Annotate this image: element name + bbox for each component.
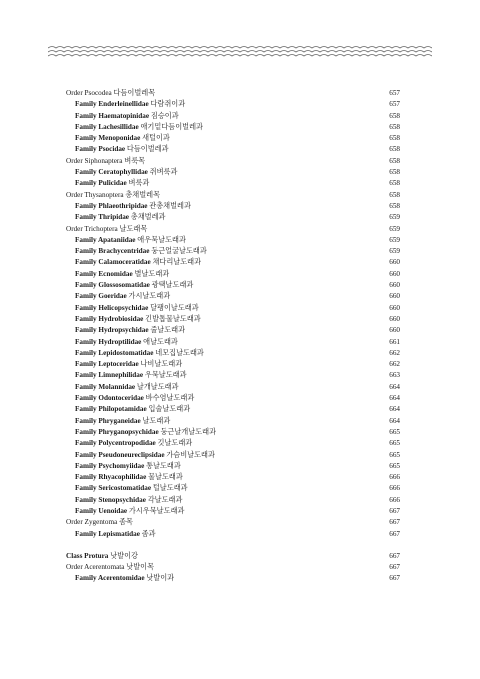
page-number: 664 [389,382,400,391]
page-number: 665 [389,439,400,448]
toc-row-family[interactable] [66,111,400,122]
korean-name: 벼룩목 [124,156,146,165]
wave-border-icon [48,44,432,60]
korean-name: 날개날도래과 [136,382,179,391]
korean-name: 별날도래과 [134,269,170,278]
page-number: 667 [389,551,400,560]
korean-name: 다듬이벌레목 [113,89,156,97]
toc-entry-title [75,427,216,438]
taxon-name: Family Phryganeidae [75,416,141,425]
page-number: 659 [389,247,400,256]
toc-entry-title [75,404,190,415]
page-number: 667 [389,529,400,538]
toc-entry-title [75,382,179,393]
korean-name: 둥근날개날도래과 [160,427,217,436]
toc-entry-title [75,359,182,370]
page-number: 660 [389,314,400,323]
toc-entry-title [66,551,138,562]
taxon-name: Family Helicopsychidae [75,303,149,312]
taxon-name: Order Siphonaptera [66,156,123,165]
toc-row-family[interactable] [66,201,400,212]
korean-name: 우묵날도래과 [144,371,187,380]
korean-name: 물날도래과 [148,473,183,482]
toc-entry-title [75,348,204,359]
toc-entry-title [75,212,166,223]
page-number: 664 [389,405,400,414]
page-number: 659 [389,213,400,222]
page-number: 658 [389,156,400,165]
toc-entry-title [75,529,156,540]
page-number: 658 [389,122,400,131]
toc-entry-title [75,122,203,133]
korean-name: 벼룩과 [128,179,150,188]
toc-row-family[interactable] [66,303,400,314]
taxon-name: Family Goeridae [75,292,127,301]
toc-row-family[interactable] [66,325,400,336]
taxon-name: Family Pulicidae [75,179,127,188]
taxon-name: Family Menoponidae [75,134,141,143]
toc-entry-title [75,291,170,302]
toc-entry-title [75,167,177,178]
toc-row-order[interactable] [66,190,400,201]
toc-row-family[interactable] [66,382,400,393]
page-number: 667 [389,506,400,515]
taxon-name: Family Apataniidae [75,235,136,244]
page-number: 657 [389,100,400,109]
taxon-name: Family Polycentropodidae [75,439,156,448]
toc-row-order[interactable] [66,156,400,167]
page-number: 665 [389,427,400,436]
taxon-name: Order Thysanoptera [66,190,124,199]
taxon-name: Family Thripidae [75,213,129,222]
taxon-name: Family Psocidae [75,145,126,154]
korean-name: 애우묵날도래과 [137,235,186,244]
toc-entry-title [75,314,201,325]
taxon-name: Family Phryganopsychidae [75,427,159,436]
toc-entry-title [75,573,174,584]
page-number: 665 [389,450,400,459]
toc-row-family[interactable] [66,393,400,404]
korean-name: 깃날도래과 [157,439,193,448]
taxon-name: Order Psocodea [66,89,112,97]
page-number: 658 [389,134,400,143]
korean-name: 낫발이과 [146,574,175,583]
taxon-name: Family Limnephilidae [75,371,144,380]
toc-entry-title [75,438,192,449]
toc-row-family[interactable] [66,348,400,359]
toc-row-family[interactable] [66,122,400,133]
toc-row-family[interactable] [66,483,400,494]
taxon-name: Family Hydroptilidae [75,337,142,346]
taxon-name: Family Psychomyiidae [75,461,145,470]
toc-entry-title [75,144,169,155]
toc-row-family[interactable] [66,506,400,517]
taxon-name: Family Lachesillidae [75,122,139,131]
toc-entry-title [75,337,178,348]
toc-entry-title [66,562,154,573]
korean-name: 털날도래과 [152,484,188,493]
toc-row-family[interactable] [66,212,400,223]
taxon-name: Family Molannidae [75,382,136,391]
page-number: 660 [389,258,400,267]
page-number: 666 [389,495,400,504]
toc-row-family[interactable] [66,359,400,370]
page-number: 667 [389,563,400,572]
toc-entry-title [75,416,170,427]
table-of-contents [66,88,400,585]
taxon-name: Family Sericostomatidae [75,484,152,493]
page-number: 660 [389,281,400,290]
toc-row-family[interactable] [66,438,400,449]
korean-name: 채다리날도래과 [152,258,202,267]
toc-entry-title [75,257,201,268]
korean-name: 각날도래과 [147,495,183,504]
wave-line [48,51,432,53]
korean-name: 나비날도래과 [140,360,183,369]
korean-name: 가시우묵날도래과 [128,506,185,515]
taxon-name: Family Ecnomidae [75,269,133,278]
page-number: 663 [389,371,400,380]
korean-name: 달팽이날도래과 [150,303,199,312]
korean-name: 가시날도래과 [128,292,171,301]
korean-name: 광택날도래과 [151,281,194,290]
korean-name: 좀과 [141,529,156,538]
page-number: 662 [389,360,400,369]
taxon-name: Order Trichoptera [66,224,118,233]
korean-name: 낫발이강 [110,551,138,560]
toc-row-order[interactable] [66,562,400,573]
toc-row-family[interactable] [66,280,400,291]
toc-row-family[interactable] [66,337,400,348]
taxon-name: Family Stenopsychidae [75,495,146,504]
korean-name: 쥐벼룩과 [149,168,178,177]
toc-entry-title [75,495,182,506]
page-number: 660 [389,269,400,278]
toc-row-family[interactable] [66,269,400,280]
toc-entry-title [66,190,160,201]
toc-entry-title [66,517,133,528]
wave-line [48,47,432,49]
korean-name: 총채벌레목 [125,190,161,199]
toc-entry-title [75,393,194,404]
korean-name: 좀목 [119,518,133,527]
toc-row-family[interactable] [66,404,400,415]
toc-row-family[interactable] [66,472,400,483]
toc-row-order[interactable] [66,517,400,528]
page-number: 665 [389,461,400,470]
page-number: 659 [389,224,400,233]
taxon-name: Family Calamoceratidae [75,258,151,267]
toc-entry-title [75,111,179,122]
toc-entry-title [75,472,183,483]
toc-entry-title [75,235,186,246]
page-number: 664 [389,394,400,403]
taxon-name: Family Acerentomidae [75,574,145,583]
taxon-name: Class Protura [66,551,109,560]
toc-entry-title [75,461,181,472]
toc-entry-title [66,88,155,99]
wave-line [48,55,432,57]
korean-name: 총채벌레과 [130,213,166,222]
korean-name: 낫발이목 [126,563,155,572]
page-number: 666 [389,473,400,482]
taxon-name: Family Glossosomatidae [75,281,150,290]
korean-name: 관총채벌레과 [149,201,191,210]
korean-name: 긴발톱물날도래과 [145,314,201,323]
taxon-name: Family Lepidostomatidae [75,348,154,357]
toc-entry-title [66,156,145,167]
taxon-name: Family Uenoidae [75,506,128,515]
taxon-name: Order Zygentoma [66,518,118,527]
taxon-name: Family Enderleinellidae [75,100,149,109]
taxon-name: Family Odontoceridae [75,394,144,403]
page-number: 664 [389,416,400,425]
toc-row-family[interactable] [66,235,400,246]
page-number: 659 [389,235,400,244]
taxon-name: Family Leptoceridae [75,360,139,369]
toc-entry-title [75,201,191,212]
toc-row-family[interactable] [66,314,400,325]
toc-entry-title [75,303,199,314]
taxon-name: Family Hydrobiosidae [75,314,144,323]
korean-name: 통날도래과 [146,461,181,470]
toc-entry-title [75,99,185,110]
toc-row-family[interactable] [66,133,400,144]
page-number: 660 [389,303,400,312]
taxon-name: Family Brachycentridae [75,247,150,256]
toc-row-family[interactable] [66,450,400,461]
korean-name: 다듬이벌레과 [126,145,169,154]
taxon-name: Family Phlaeothripidae [75,201,148,210]
toc-row-family[interactable] [66,257,400,268]
toc-row-family[interactable] [66,246,400,257]
toc-entry-title [75,370,187,381]
toc-row-order[interactable] [66,224,400,235]
korean-name: 애기밑다듬이벌레과 [140,122,203,131]
taxon-name: Family Pseudoneureclipsidae [75,450,165,459]
taxon-name: Family Philopotamidae [75,405,147,414]
toc-row-family[interactable] [66,167,400,178]
toc-row-family[interactable] [66,416,400,427]
taxon-name: Order Acerentomata [66,563,125,572]
page-number: 658 [389,201,400,210]
page-number: 667 [389,574,400,583]
page-number: 658 [389,111,400,120]
taxon-name: Family Hydropsychidae [75,326,149,335]
page-number: 658 [389,168,400,177]
toc-row-class[interactable] [66,551,400,562]
toc-row-order[interactable] [66,88,400,99]
korean-name: 애날도래과 [143,337,178,346]
toc-entry-title [75,325,185,336]
korean-name: 다람쥐이과 [150,100,186,109]
taxon-name: Family Lepismatidae [75,529,140,538]
page-number: 657 [389,89,400,97]
toc-entry-title [66,224,147,235]
toc-row-family[interactable] [66,370,400,381]
page-number: 666 [389,484,400,493]
taxon-name: Family Haematopinidae [75,111,150,120]
toc-entry-title [75,450,215,461]
toc-row-family[interactable] [66,427,400,438]
toc-entry-title [75,269,169,280]
toc-entry-title [75,246,207,257]
toc-row-family[interactable] [66,461,400,472]
toc-row-family[interactable] [66,529,400,540]
toc-entry-title [75,133,170,144]
toc-row-family[interactable] [66,144,400,155]
korean-name: 가슴비날도래과 [166,450,215,459]
toc-entry-title [75,506,184,517]
page-number: 662 [389,348,400,357]
page-number: 661 [389,337,400,346]
korean-name: 날도래목 [119,224,148,233]
page-number: 658 [389,179,400,188]
page-number: 660 [389,326,400,335]
toc-entry-title [75,483,188,494]
korean-name: 둥근얼굴날도래과 [151,247,207,256]
taxon-name: Family Rhyacophilidae [75,473,147,482]
korean-name: 짐승이과 [150,111,179,120]
taxon-name: Family Ceratophyllidae [75,168,148,177]
toc-entry-title [75,280,193,291]
korean-name: 네모집날도래과 [155,348,204,357]
korean-name: 입술날도래과 [148,405,191,414]
toc-entry-title [75,178,149,189]
page-number: 667 [389,518,400,527]
toc-row-family[interactable] [66,291,400,302]
korean-name: 새털이과 [142,134,170,143]
toc-row-family[interactable] [66,99,400,110]
page-number: 658 [389,145,400,154]
toc-row-family[interactable] [66,495,400,506]
page-number: 660 [389,292,400,301]
page-number: 658 [389,190,400,199]
toc-row-family[interactable] [66,178,400,189]
korean-name: 줄날도래과 [150,326,186,335]
korean-name: 바수염날도래과 [145,394,195,403]
toc-row-family[interactable] [66,573,400,584]
korean-name: 날도래과 [142,416,171,425]
